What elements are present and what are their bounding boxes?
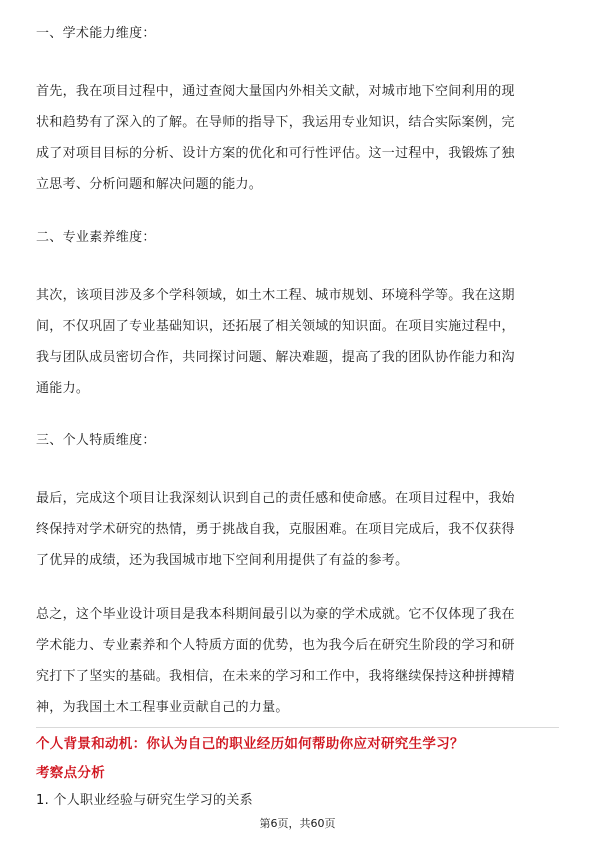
paragraph-line: 状和趋势有了深入的了解。在导师的指导下，我运用专业知识，结合实际案例，完 (36, 115, 515, 130)
paragraph-line: 首先，我在项目过程中，通过查阅大量国内外相关文献，对城市地下空间利用的现 (36, 84, 515, 99)
analysis-point-1: 1. 个人职业经验与研究生学习的关系 (36, 793, 253, 808)
paragraph-line: 学术能力、专业素养和个人特质方面的优势，也为我今后在研究生阶段的学习和研 (36, 638, 515, 653)
paragraph-line: 神，为我国土木工程事业贡献自己的力量。 (36, 700, 289, 715)
section-heading-academic: 一、学术能力维度： (36, 26, 156, 41)
paragraph-line: 了优异的成绩，还为我国城市地下空间利用提供了有益的参考。 (36, 553, 409, 568)
paragraph-line: 其次，该项目涉及多个学科领域，如土木工程、城市规划、环境科学等。我在这期 (36, 288, 515, 303)
section-heading-personal: 三、个人特质维度： (36, 433, 156, 448)
paragraph-line: 间，不仅巩固了专业基础知识，还拓展了相关领域的知识面。在项目实施过程中， (36, 319, 515, 334)
section-divider (36, 727, 559, 728)
paragraph-line: 究打下了坚实的基础。我相信，在未来的学习和工作中，我将继续保持这种拼搏精 (36, 669, 515, 684)
paragraph-line: 最后，完成这个项目让我深刻认识到自己的责任感和使命感。在项目过程中，我始 (36, 491, 515, 506)
analysis-label: 考察点分析 (36, 765, 105, 781)
page-number: 第6页，共60页 (259, 817, 336, 830)
paragraph-line: 立思考、分析问题和解决问题的能力。 (36, 177, 263, 192)
paragraph-line: 终保持对学术研究的热情，勇于挑战自我，克服困难。在项目完成后，我不仅获得 (36, 522, 515, 537)
section-heading-professional: 二、专业素养维度： (36, 230, 156, 245)
paragraph-line: 成了对项目目标的分析、设计方案的优化和可行性评估。这一过程中，我锻炼了独 (36, 146, 515, 161)
paragraph-line: 我与团队成员密切合作，共同探讨问题、解决难题，提高了我的团队协作能力和沟 (36, 350, 515, 365)
paragraph-line: 总之，这个毕业设计项目是我本科期间最引以为豪的学术成就。它不仅体现了我在 (36, 607, 515, 622)
paragraph-line: 通能力。 (36, 381, 90, 396)
question-title: 个人背景和动机：你认为自己的职业经历如何帮助你应对研究生学习？ (36, 736, 464, 752)
